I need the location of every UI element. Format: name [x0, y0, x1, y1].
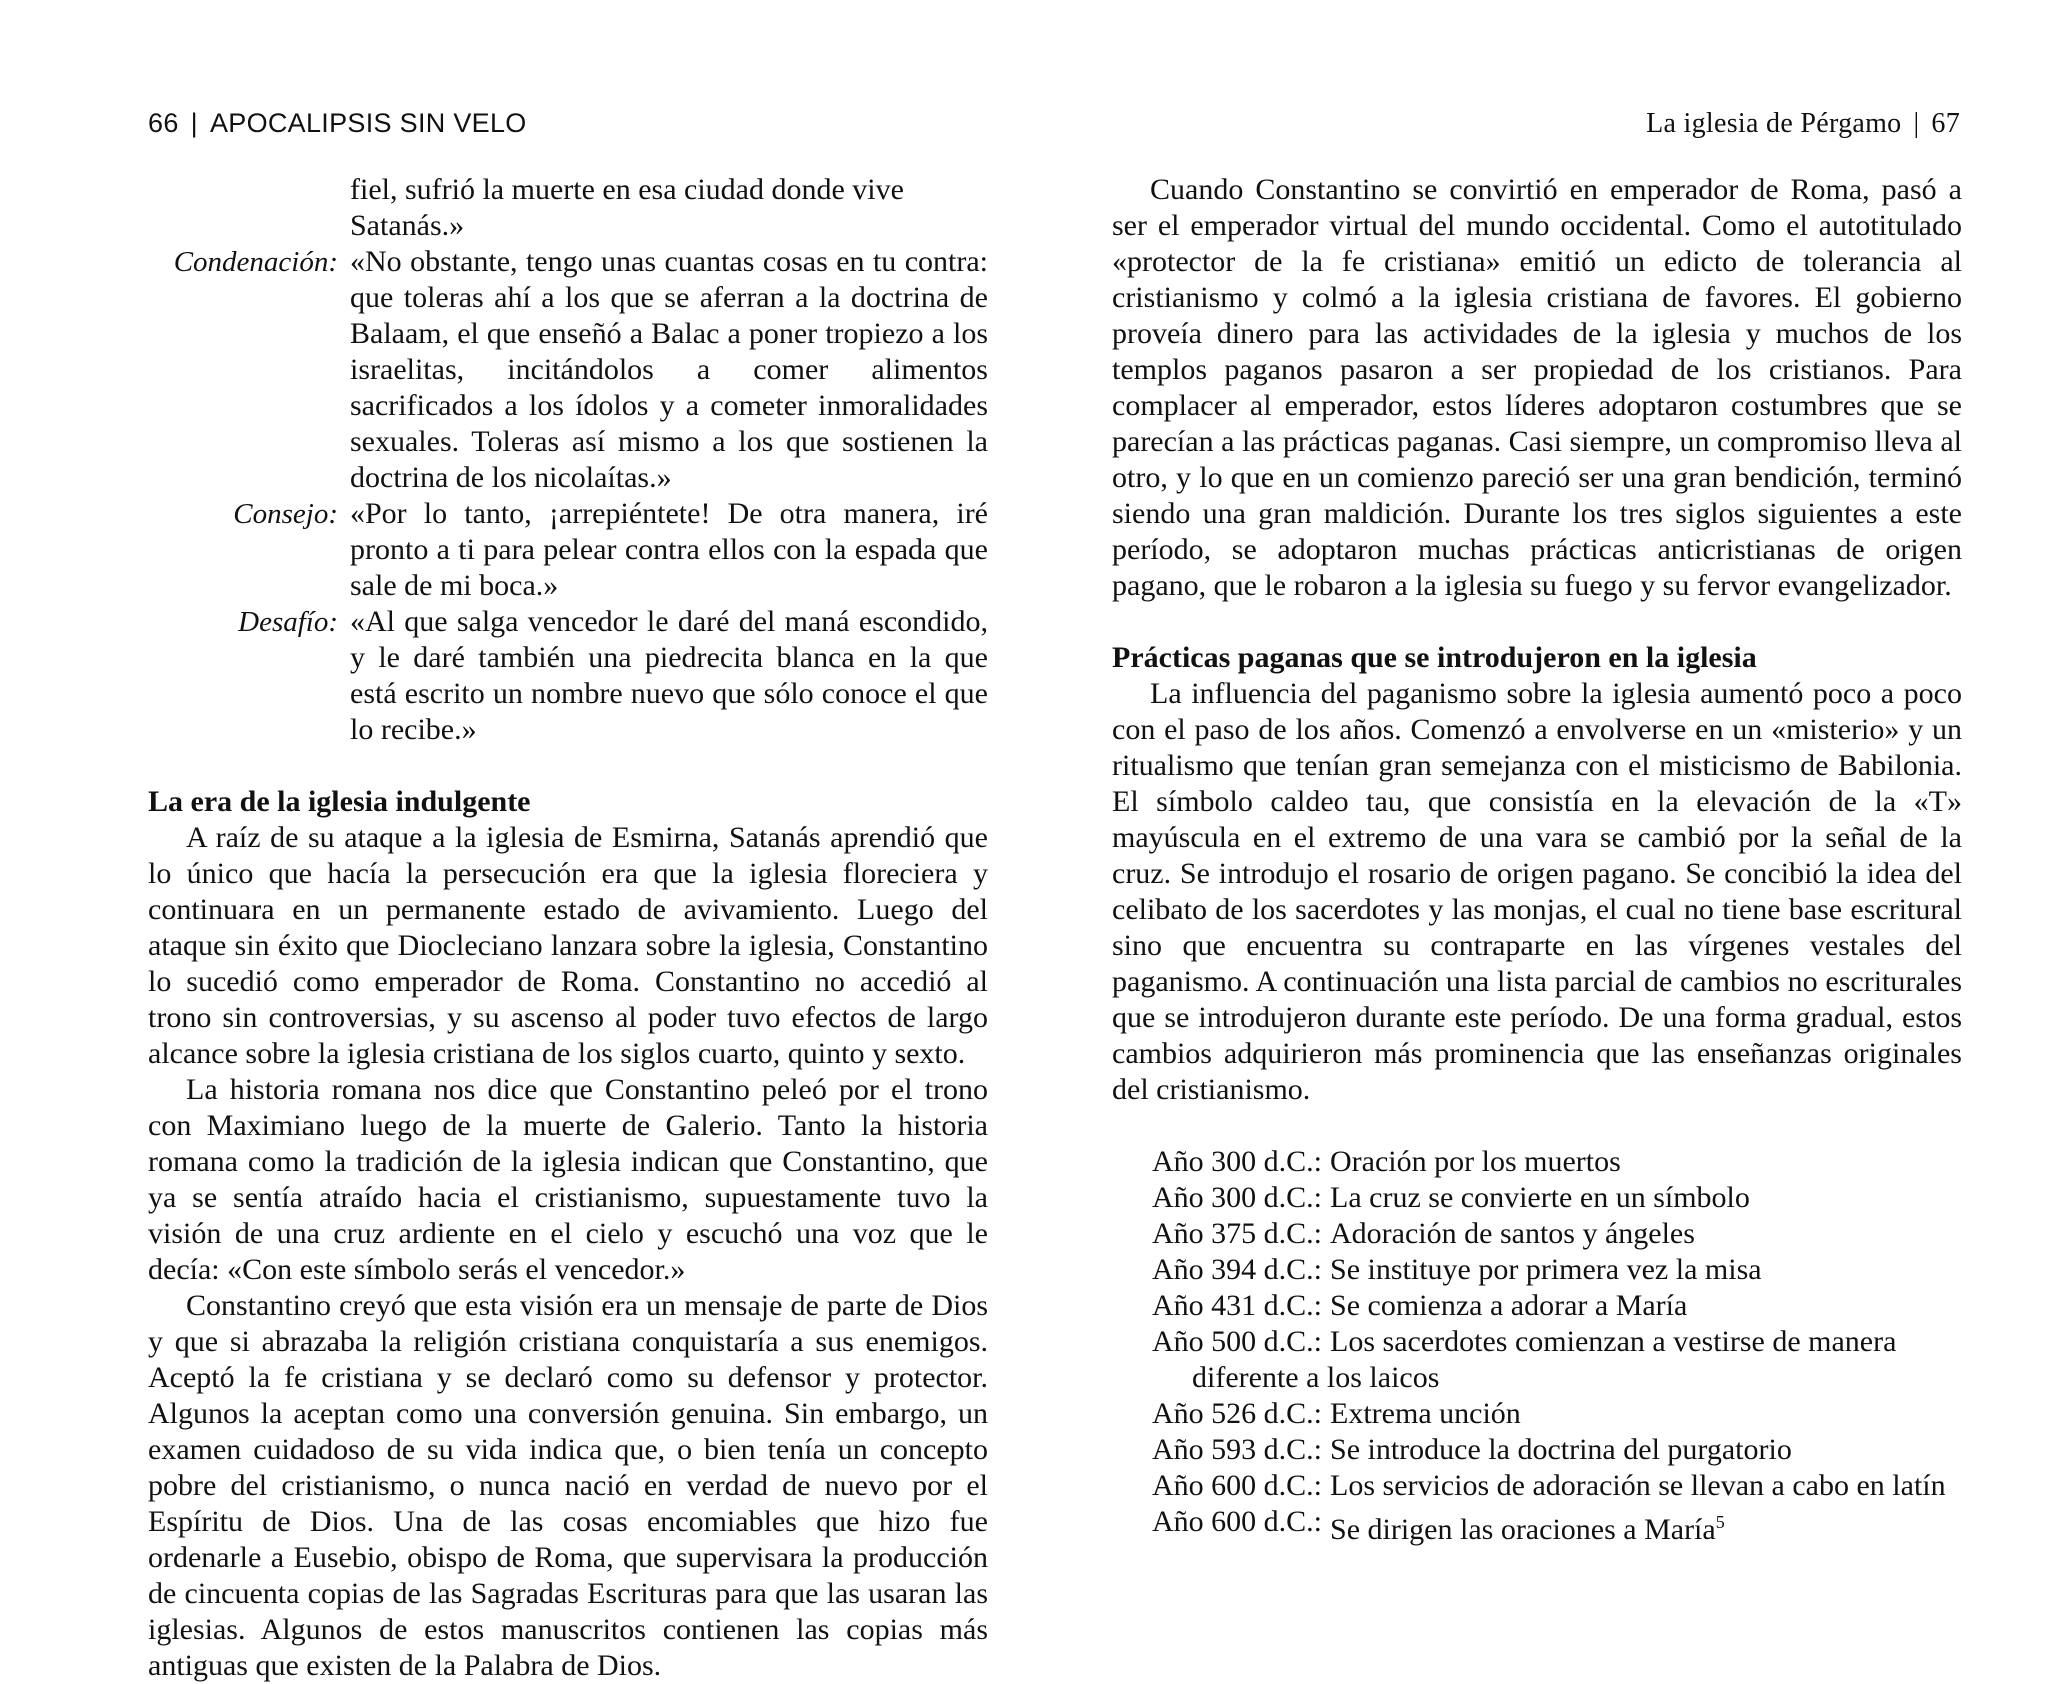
timeline-event: Se comienza a adorar a María	[1330, 1289, 1688, 1322]
timeline-year: Año 300 d.C.:	[1152, 1181, 1323, 1214]
timeline-event-continuation: diferente a los laicos	[1192, 1361, 1440, 1394]
timeline-year: Año 593 d.C.:	[1152, 1433, 1323, 1466]
left-column	[148, 172, 988, 1684]
body-paragraph: Constantino creyó que esta visión era un mensaje de parte de Dios y que si abrazaba la religión cristiana conquistaría a sus enemigos. Aceptó la fe cristiana y se declaró como su defensor y protector. Algunos la aceptan como una conversión genuina. Sin embargo, un examen cuidadoso de su vida indica que, o bien tenía un concepto pobre del cristianismo, o nunca nació en verdad de nuevo por el Espíritu de Dios. Una de las cosas encomiables que hizo fue ordenarle a Eusebio, obispo de Roma, que supervisara la producción de cincuenta copias de las Sagradas Escrituras para que las usaran las iglesias. Algunos de estos manuscritos contienen las copias más antiguas que existen de la Palabra de Dios.	[148, 1289, 988, 1682]
list-item	[1152, 1324, 1962, 1360]
section-paragraph: La influencia del paganismo sobre la iglesia aumentó poco a poco con el paso de los años. Comenzó a envolverse en un «misterio» y un ritualismo que tenían gran semejanza con el misticismo de Babilonia. El símbolo caldeo tau, que consistía en la elevación de la «T» mayúscula en el extremo de una vara se cambió por la señal de la cruz. Se introdujo el rosario de origen pagano. Se concibió la idea del celibato de los sacerdotes y las monjas, el cual no tiene base escritural sino que encuentra su contraparte en las vírgenes vestales del paganismo. A continuación una lista parcial de cambios no escriturales que se introdujeron durante este período. De una forma gradual, estos cambios adquirieron más prominencia que las enseñanzas originales del cristianismo.	[1112, 677, 1962, 1106]
list-item	[1152, 1432, 1962, 1468]
left-running-title: APOCALIPSIS SIN VELO	[209, 108, 527, 138]
timeline-event: Se introduce la doctrina del purgatorio	[1330, 1433, 1792, 1466]
timeline-year: Año 526 d.C.:	[1152, 1397, 1323, 1430]
timeline-year: Año 431 d.C.:	[1152, 1289, 1323, 1322]
timeline-event: Se instituye por primera vez la misa	[1330, 1253, 1762, 1286]
list-item	[1152, 1396, 1962, 1432]
letter-item-text: «No obstante, tengo unas cuantas cosas en tu contra: que toleras ahí a los que se aferran a la doctrina de Balaam, el que enseñó a Balac a poner tropiezo a los israelitas, incitándolos a comer alimentos sacrificados a los ídolos y a cometer inmoralidades sexuales. Toleras así mismo a los que sostienen la doctrina de los nicolaítas.»	[350, 245, 988, 494]
list-item	[1152, 1288, 1962, 1324]
timeline-year: Año 394 d.C.:	[1152, 1253, 1323, 1286]
right-page-number: 67	[1931, 108, 1960, 139]
timeline-year: Año 600 d.C.:	[1152, 1505, 1323, 1538]
letter-item-label: Consejo:	[233, 498, 338, 530]
list-item	[1152, 1468, 1962, 1504]
right-column	[1112, 172, 1962, 1548]
section-heading: La era de la iglesia indulgente	[148, 785, 531, 818]
letter-item-text: «Por lo tanto, ¡arrepiéntete! De otra manera, iré pronto a ti para pelear contra ellos con la espada que sale de mi boca.»	[350, 497, 988, 602]
timeline-event: Extrema unción	[1330, 1397, 1521, 1430]
list-item	[1152, 1144, 1962, 1180]
timeline-year: Año 500 d.C.:	[1152, 1325, 1323, 1358]
timeline-year: Año 600 d.C.:	[1152, 1469, 1323, 1502]
intro-paragraph: Cuando Constantino se convirtió en emperador de Roma, pasó a ser el emperador virtual del mundo occidental. Como el autotitulado «protector de la fe cristiana» emitió un edicto de tolerancia al cristianismo y colmó a la iglesia cristiana de favores. El gobierno proveía dinero para las actividades de la iglesia y muchos de los templos paganos pasaron a ser propiedad de los cristianos. Para complacer al emperador, estos líderes adoptaron costumbres que se parecían a las prácticas paganas. Casi siempre, un compromiso lleva al otro, y lo que en un comienzo pareció ser una gran bendición, terminó siendo una gran maldición. Durante los tres siglos siguientes a este período, se adoptaron muchas prácticas anticristianas de origen pagano, que le robaron a la iglesia su fuego y su fervor evangelizador.	[1112, 173, 1962, 602]
right-page	[1024, 0, 2048, 1670]
letter-item-condenacion	[148, 244, 988, 496]
timeline-year: Año 375 d.C.:	[1152, 1217, 1323, 1250]
list-item	[1152, 1504, 1962, 1548]
list-item	[1152, 1180, 1962, 1216]
list-item	[1152, 1252, 1962, 1288]
letter-item-label: Condenación:	[173, 246, 338, 278]
left-page-number: 66	[148, 108, 179, 138]
timeline-event: Oración por los muertos	[1330, 1145, 1621, 1178]
list-item-continuation	[1152, 1360, 1962, 1396]
left-running-head	[148, 108, 527, 139]
section-heading: Prácticas paganas que se introdujeron en la iglesia	[1112, 641, 1757, 674]
letter-item-text: «Al que salga vencedor le daré del maná escondido, y le daré también una piedrecita blanca en la que está escrito un nombre nuevo que sólo conoce el que lo recibe.»	[350, 605, 988, 746]
timeline-list	[1112, 1144, 1962, 1548]
left-page	[0, 0, 1024, 1682]
letter-intro: fiel, sufrió la muerte en esa ciudad donde vive Satanás.»	[350, 173, 904, 242]
right-running-head	[1646, 108, 1960, 140]
header-separator: |	[190, 108, 198, 138]
timeline-event: Se dirigen las oraciones a María	[1330, 1513, 1716, 1546]
letter-intro-row	[148, 172, 988, 244]
letter-item-consejo	[148, 496, 988, 604]
footnote-marker[interactable]: 5	[1715, 1512, 1725, 1532]
header-separator: |	[1913, 108, 1920, 139]
timeline-event: Los servicios de adoración se llevan a cabo en latín	[1330, 1469, 1946, 1502]
timeline-event: La cruz se convierte en un símbolo	[1330, 1181, 1750, 1214]
timeline-event: Los sacerdotes comienzan a vestirse de manera	[1330, 1325, 1897, 1358]
right-running-title: La iglesia de Pérgamo	[1646, 108, 1902, 139]
body-paragraph: La historia romana nos dice que Constantino peleó por el trono con Maximiano luego de la muerte de Galerio. Tanto la historia romana como la tradición de la iglesia indican que Constantino, que ya se sentía atraído hacia el cristianismo, supuestamente tuvo la visión de una cruz ardiente en el cielo y escuchó una voz que le decía: «Con este símbolo serás el vencedor.»	[148, 1073, 988, 1286]
timeline-event: Adoración de santos y ángeles	[1330, 1217, 1695, 1250]
letter-item-label: Desafío:	[238, 606, 338, 638]
timeline-year: Año 300 d.C.:	[1152, 1145, 1323, 1178]
body-paragraph: A raíz de su ataque a la iglesia de Esmirna, Satanás aprendió que lo único que hacía la persecución era que la iglesia floreciera y continuara en un permanente estado de avivamiento. Luego del ataque sin éxito que Diocleciano lanzara sobre la iglesia, Constantino lo sucedió como emperador de Roma. Constantino no accedió al trono sin controversias, y su ascenso al poder tuvo efectos de largo alcance sobre la iglesia cristiana de los siglos cuarto, quinto y sexto.	[148, 821, 988, 1070]
letter-item-desafio	[148, 604, 988, 748]
list-item	[1152, 1216, 1962, 1252]
